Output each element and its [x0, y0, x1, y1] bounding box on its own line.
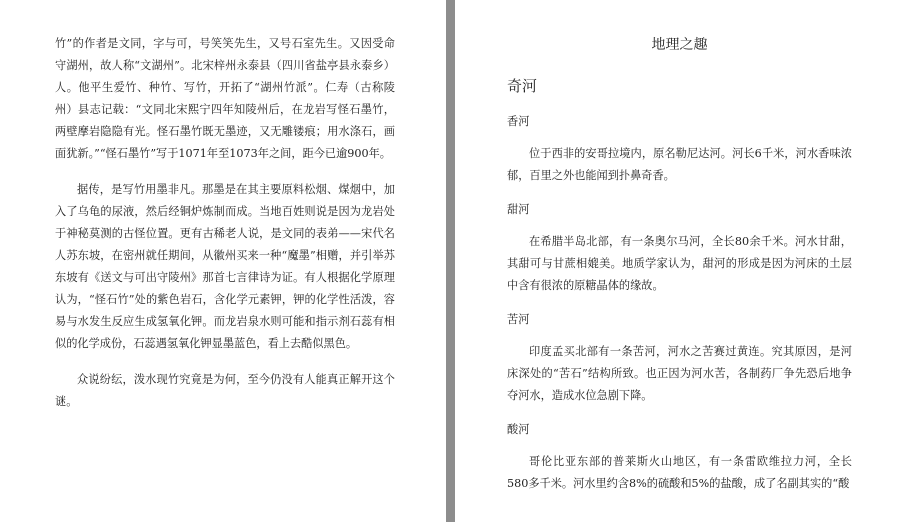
paragraph-gap — [55, 355, 395, 369]
subsection-heading-fragrant-river: 香河 — [507, 115, 530, 128]
subsection-text-sweet-river: 在希腊半岛北部，有一条奥尔马河，全长80余千米。河水甘甜，其甜可与甘蔗相媲美。地质学家认为，甜河的形成是因为河床的土层中含有很浓的原糖晶体的缘故。 — [507, 235, 852, 292]
subsection-heading-sour-river: 酸河 — [507, 423, 530, 436]
page-divider — [446, 0, 455, 522]
section-title: 奇河 — [507, 77, 538, 95]
left-paragraph-1: 竹”的作者是文同，字与可，号笑笑先生，又号石室先生。又因受命守湖州，故人称“文湖州”。北宋梓州永泰县（四川省盐亭县永泰乡）人。他平生爱竹、种竹、写竹，开拓了“湖州竹派”。仁寿（古称陵州）县志记载：“文同北宋熙宁四年知陵州后，在龙岩写怪石墨竹，两壁摩岩隐隐有光。怪石墨竹既无墨迹，又无雕镂痕；用水涤石，画面犹新。”“怪石墨竹”写于1071年至1073年之间，距今已逾900年。 — [55, 37, 395, 160]
paragraph-gap — [55, 165, 395, 179]
subsection-text-bitter-river: 印度孟买北部有一条苦河，河水之苦赛过黄连。究其原因，是河床深处的“苦石”结构所致。也正因为河水苦，各制药厂争先恐后地争夺河水，造成水位急剧下降。 — [507, 345, 852, 402]
left-page — [0, 0, 446, 522]
book-title: 地理之趣 — [651, 37, 708, 53]
left-page-content — [55, 33, 395, 413]
left-paragraph-3: 众说纷纭，泼水现竹究竟是为何，至今仍没有人能真正解开这个谜。 — [55, 373, 395, 408]
subsection-heading-sweet-river: 甜河 — [507, 203, 530, 216]
right-page-content — [507, 33, 852, 495]
left-paragraph-2: 据传，是写竹用墨非凡。那墨是在其主要原料松烟、煤烟中，加入了乌龟的尿液，然后经铜炉炼制而成。当地百姓则说是因为龙岩处于神秘莫测的古怪位置。更有古稀老人说，是文同的表弟——宋代名人苏东坡，在密州就任期间，从徽州买来一种“魔墨”相赠，并引举苏东坡有《送文与可出守陵州》那首七言律诗为证。有人根据化学原理认为，“怪石竹”处的紫色岩石，含化学元素钾，钾的化学性活泼，容易与水发生反应生成氢氧化钾。而龙岩泉水则可能和指示剂石蕊有相似的化学成份，石蕊遇氢氧化钾显墨蓝色，看上去酷似黑色。 — [55, 183, 395, 350]
right-page — [455, 0, 900, 522]
subsection-heading-bitter-river: 苦河 — [507, 313, 530, 326]
subsection-text-sour-river: 哥伦比亚东部的普莱斯火山地区，有一条雷欧维拉力河，全长580多千米。河水里约含8%的硫酸和5%的盐酸，成了名副其实的“酸 — [507, 455, 852, 490]
subsection-text-fragrant-river: 位于西非的安哥拉境内，原名勒尼达河。河长6千米，河水香味浓郁，百里之外也能闻到扑鼻奇香。 — [507, 147, 852, 182]
